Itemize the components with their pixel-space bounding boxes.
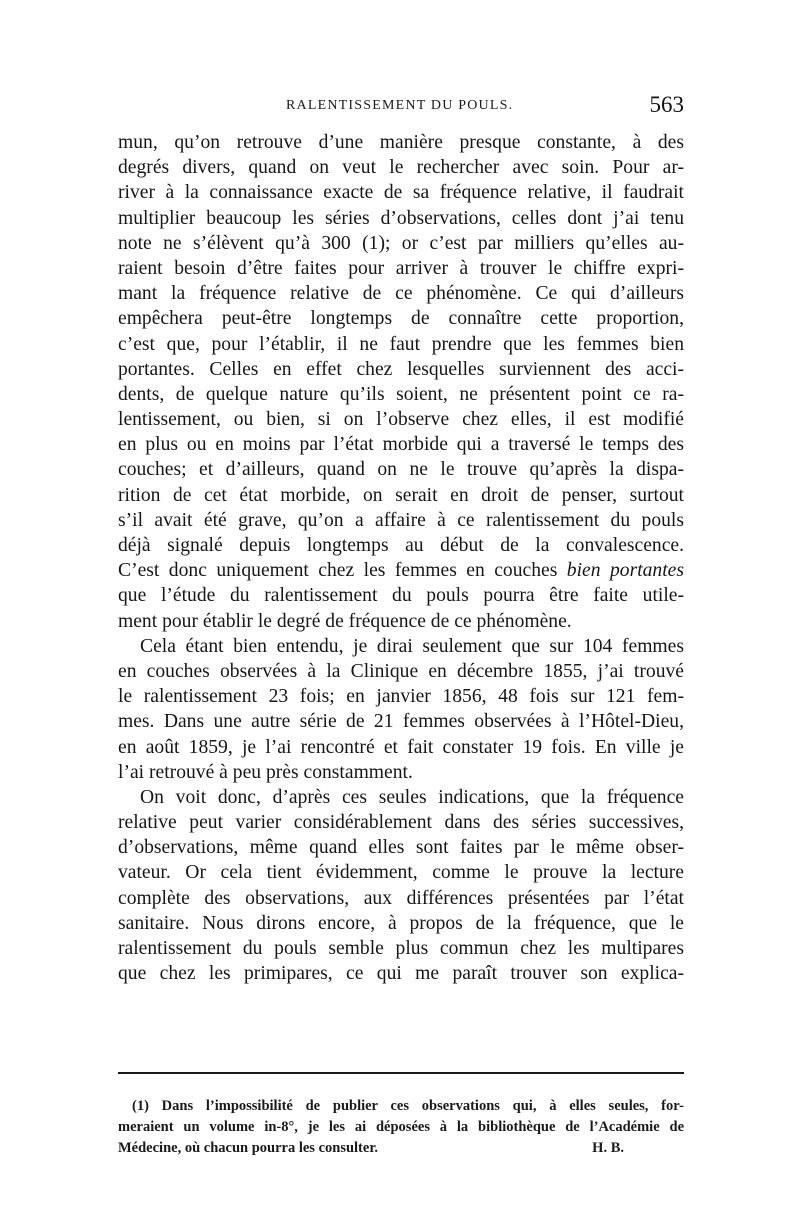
- paragraph-1: [118, 130, 684, 634]
- text-line: portantes. Celles en effet chez lesquelles surviennent des acci-: [118, 358, 684, 380]
- footnote-line: meraient un volume in-8°, je les ai déposées à la bibliothèque de l’Académie de: [118, 1119, 684, 1135]
- paragraph-2: [118, 634, 684, 785]
- text-line: ment pour établir le degré de fréquence de ce phénomène.: [118, 610, 572, 632]
- text-line: mes. Dans une autre série de 21 femmes observées à l’Hôtel-Dieu,: [118, 711, 684, 733]
- text-line: en août 1859, je l’ai rencontré et fait constater 19 fois. En ville je: [118, 736, 684, 758]
- text-line: que chez les primipares, ce qui me paraît trouver son explica-: [118, 963, 684, 985]
- text-line: On voit donc, d’après ces seules indications, que la fréquence: [140, 786, 684, 808]
- text-line: dents, de quelque nature qu’ils soient, ne présentent point ce ra-: [118, 383, 684, 405]
- text-line: le ralentissement 23 fois; en janvier 1856, 48 fois sur 121 fem-: [118, 686, 684, 708]
- footnote-divider: [118, 1072, 684, 1074]
- footnote-line: (1) Dans l’impossibilité de publier ces observations qui, à elles seules, for-: [132, 1098, 684, 1114]
- text-line: c’est que, pour l’établir, il ne faut prendre que les femmes bien: [118, 333, 684, 355]
- footnote-last-line: [118, 1138, 684, 1159]
- text-line: raient besoin d’être faites pour arriver à trouver le chiffre expri-: [118, 257, 684, 279]
- text-line: complète des observations, aux différences présentées par l’état: [118, 887, 684, 909]
- text-line: multiplier beaucoup les séries d’observations, celles dont j’ai tenu: [118, 207, 684, 229]
- text-line: degrés divers, quand on veut le rechercher avec soin. Pour ar-: [118, 157, 684, 179]
- body-text: [118, 130, 684, 986]
- page-number: 563: [649, 92, 684, 117]
- text-line: ralentissement du pouls semble plus commun chez les multipares: [118, 938, 684, 959]
- text-segment: C’est donc uniquement chez les femmes en couches: [118, 560, 567, 582]
- text-line: sanitaire. Nous dirons encore, à propos de la fréquence, que le: [118, 912, 684, 934]
- text-line: mant la fréquence relative de ce phénomène. Ce qui d’ailleurs: [118, 283, 684, 305]
- text-line: couches; et d’ailleurs, quand on ne le trouve qu’après la dispa-: [118, 459, 684, 481]
- text-line: vateur. Or cela tient évidemment, comme le prouve la lecture: [118, 862, 684, 884]
- footnote: [118, 1096, 684, 1159]
- text-line: note ne s’élèvent qu’à 300 (1); or c’est par milliers qu’elles au-: [118, 232, 684, 254]
- footnote-signature: H. B.: [592, 1140, 624, 1156]
- text-line: mun, qu’on retrouve d’une manière presque constante, à des: [118, 132, 684, 153]
- text-line: en couches observées à la Clinique en décembre 1855, j’ai trouvé: [118, 660, 684, 682]
- text-line: d’observations, même quand elles sont faites par le même obser-: [118, 837, 684, 859]
- text-line: rition de cet état morbide, on serait en droit de penser, surtout: [118, 484, 684, 506]
- italic-emphasis: bien portantes: [566, 560, 684, 582]
- text-line-mixed: [118, 558, 684, 583]
- text-line: empêchera peut-être longtemps de connaître cette proportion,: [118, 308, 684, 330]
- text-line: déjà signalé depuis longtemps au début de la convalescence.: [118, 535, 684, 556]
- text-line: que l’étude du ralentissement du pouls pourra être faite utile-: [118, 585, 684, 607]
- text-line: lentissement, ou bien, si on l’observe chez elles, il est modifié: [118, 409, 684, 431]
- text-line: en plus ou en moins par l’état morbide qui a traversé le temps des: [118, 434, 684, 456]
- running-title: RALENTISSEMENT DU POULS.: [286, 98, 514, 113]
- paragraph-3: [118, 785, 684, 987]
- running-header: [118, 92, 684, 122]
- footnote-line: Médecine, où chacun pourra les consulter.: [118, 1140, 379, 1156]
- text-line: l’ai retrouvé à peu près constamment.: [118, 761, 413, 783]
- text-line: relative peut varier considérablement dans des séries successives,: [118, 812, 684, 834]
- text-line: s’il avait été grave, qu’on a affaire à ce ralentissement du pouls: [118, 509, 684, 531]
- text-line: river à la connaissance exacte de sa fréquence relative, il faudrait: [118, 182, 684, 204]
- text-line: Cela étant bien entendu, je dirai seulement que sur 104 femmes: [140, 635, 684, 657]
